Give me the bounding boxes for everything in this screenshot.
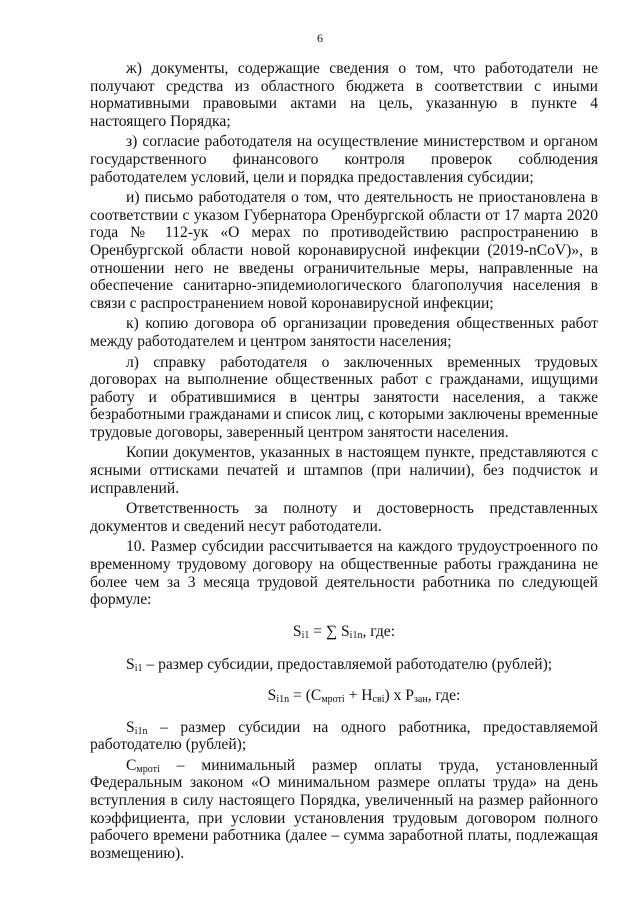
formula1-sub-i1: i1 bbox=[301, 629, 310, 641]
formula1-sub-i1n: i1n bbox=[349, 629, 363, 641]
formula1-where: , где: bbox=[362, 622, 396, 640]
formula2-sub-i1n: i1n bbox=[276, 694, 290, 705]
paragraph-k: к) копию договора об организации проведения общественных работ между работодателем и центром занятости населения; bbox=[90, 315, 598, 350]
def-cmrot-text: – минимальный размер оплаты труда, установленный Федеральным законом «О минимальном размере оплаты труда» на день вступления в силу настоящего Порядка, увеличенный на размер районного коэффициента, при условии установления трудовым договором полного рабочего времени работника (далее – сумма заработной платы, подлежащая возмещению). bbox=[90, 756, 598, 862]
paragraph-l: л) справку работодателя о заключенных временных трудовых договорах на выполнение общественных работ с гражданами, ищущими работу и обратившимися в центры занятости населения, а также безработными гражданами и список лиц, с которыми заключены временные трудовые договоры, заверенный центром занятости населения. bbox=[90, 353, 598, 441]
formula2-sub-zan: зан bbox=[413, 694, 428, 705]
page-number: 6 bbox=[317, 31, 323, 45]
formula2-where: , где: bbox=[427, 687, 461, 704]
paragraph-responsibility: Ответственность за полноту и достоверность представленных документов и сведений несут работодатели. bbox=[90, 500, 598, 535]
paragraph-copies: Копии документов, указанных в настоящем пункте, представляются с ясными оттисками печатей и штампов (при наличии), без подчисток и исправлений. bbox=[90, 444, 598, 497]
def-si1n-text: – размер субсидии на одного работника, предоставляемой работодателю (рублей); bbox=[90, 718, 598, 754]
formula2-open: = (С bbox=[289, 687, 322, 704]
def-cmrot-c: С bbox=[126, 756, 137, 774]
def-si1-text: – размер субсидии, предоставляемой работодателю (рублей); bbox=[142, 656, 553, 674]
formula2-s: S bbox=[267, 687, 277, 704]
paragraph-zh: ж) документы, содержащие сведения о том, что работодатели не получают средства из областного бюджета в соответствии с иными нормативными правовыми актами на цель, указанную в пункте 4 настоящего Порядка; bbox=[90, 60, 598, 130]
paragraph-10: 10. Размер субсидии рассчитывается на каждого трудоустроенного по временному трудовому договору на общественные работы гражданина не более чем за 3 месяца трудовой деятельности работника по следующей формуле: bbox=[90, 538, 598, 609]
definition-si1 bbox=[90, 656, 598, 674]
formula2-plus: + Н bbox=[344, 687, 373, 704]
definition-cmrot bbox=[90, 757, 598, 863]
formula2-sub-svi: свi bbox=[372, 694, 385, 705]
paragraph-i: и) письмо работодателя о том, что деятельность не приостановлена в соответствии с указом Губернатора Оренбургской области от 17 марта 2020 года № 112-ук «О мерах по противодействию распространению в Оренбургской области новой коронавирусной инфекции (2019-nCoV)», в отношении него не введены ограничительные меры, направленные на обеспечение санитарно-эпидемиологического благополучия населения в связи с распространением новой коронавирусной инфекции; bbox=[90, 189, 598, 312]
def-si1n-sub: i1n bbox=[134, 725, 148, 737]
def-si1-s: S bbox=[126, 656, 135, 674]
paragraph-z: з) согласие работодателя на осуществление министерством и органом государственного финансового контроля проверок соблюдения работодателем условий, цели и порядка предоставления субсидии; bbox=[90, 133, 598, 186]
definition-si1n bbox=[90, 719, 598, 754]
formula2-close: ) х Р bbox=[384, 687, 414, 704]
def-si1n-s: S bbox=[126, 718, 135, 736]
def-si1-sub: i1 bbox=[134, 663, 143, 675]
formula1-eq: = ∑ S bbox=[309, 622, 350, 640]
formula2-sub-mrot: мротi bbox=[321, 694, 345, 705]
document-body bbox=[90, 60, 598, 862]
formula-per-worker bbox=[90, 687, 598, 705]
formula1-s: S bbox=[292, 622, 302, 640]
def-cmrot-sub: мротi bbox=[136, 763, 160, 775]
formula-total-subsidy bbox=[90, 623, 598, 641]
